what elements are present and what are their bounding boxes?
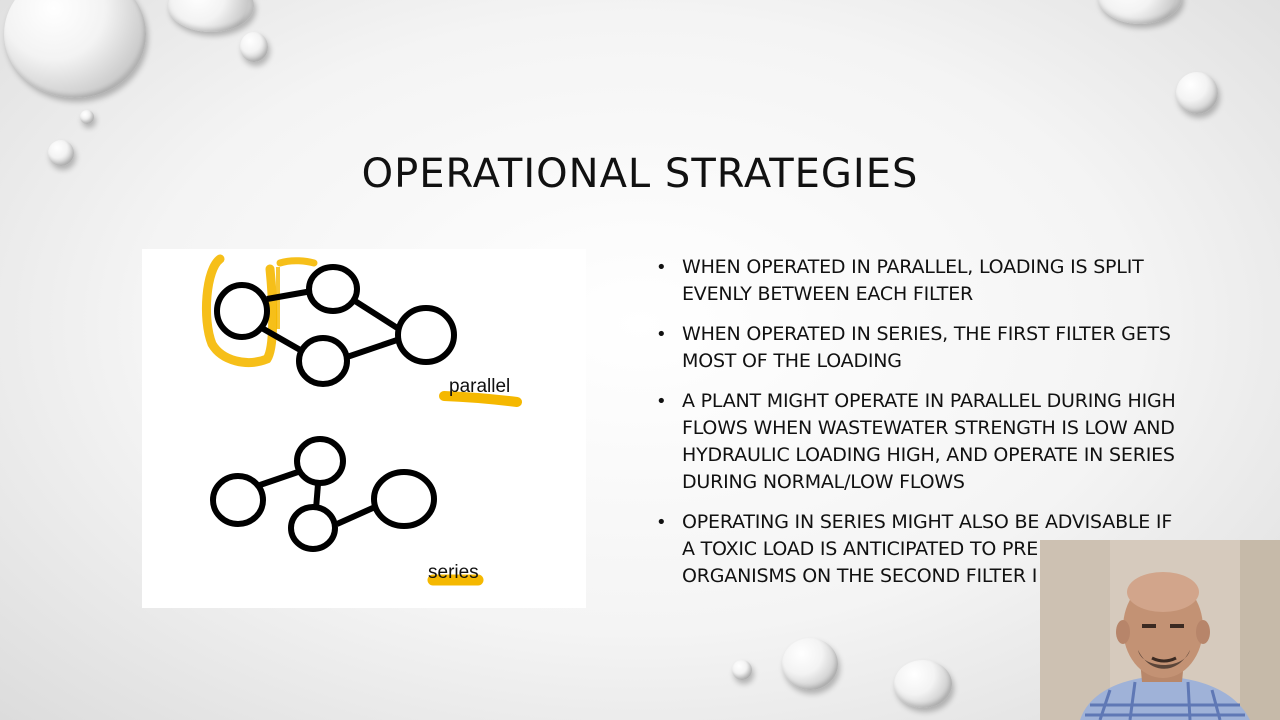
series-network <box>213 439 434 549</box>
water-droplet-decoration <box>782 638 838 690</box>
bullet-text: OPERATING IN SERIES MIGHT ALSO BE ADVISABLE IF A TOXIC LOAD IS ANTICIPATED TO PRE <box>682 511 1173 560</box>
water-droplet-decoration <box>4 0 146 98</box>
presenter-webcam-overlay <box>1040 540 1280 720</box>
water-droplet-decoration <box>240 32 268 62</box>
water-droplet-decoration <box>732 660 752 680</box>
water-droplet-decoration <box>80 110 94 124</box>
bullet-item: • WHEN OPERATED IN SERIES, THE FIRST FILTER GETS MOST OF THE LOADING <box>656 321 1176 375</box>
presenter-webcam-video-icon <box>1040 540 1280 720</box>
parallel-label: parallel <box>449 376 511 397</box>
water-droplet-decoration <box>168 0 254 32</box>
water-droplet-decoration <box>1176 72 1218 114</box>
water-droplet-decoration <box>894 660 952 708</box>
filter-network-drawing <box>142 249 586 608</box>
bullet-item: • A PLANT MIGHT OPERATE IN PARALLEL DURING HIGH FLOWS WHEN WASTEWATER STRENGTH IS LOW AND HYDRAULIC LOADING HIGH, AND OPERATE IN SERIES DURING NORMAL/LOW FLOWS <box>656 388 1176 496</box>
water-droplet-decoration <box>1098 0 1182 24</box>
bullet-item: • WHEN OPERATED IN PARALLEL, LOADING IS SPLIT EVENLY BETWEEN EACH FILTER <box>656 254 1176 308</box>
filter-diagram <box>142 249 586 608</box>
series-label: series <box>428 562 479 583</box>
bullet-text-continuation: ORGANISMS ON THE SECOND FILTER I <box>682 565 1038 587</box>
parallel-highlight-mark <box>280 261 314 263</box>
slide-title: OPERATIONAL STRATEGIES <box>361 150 919 197</box>
